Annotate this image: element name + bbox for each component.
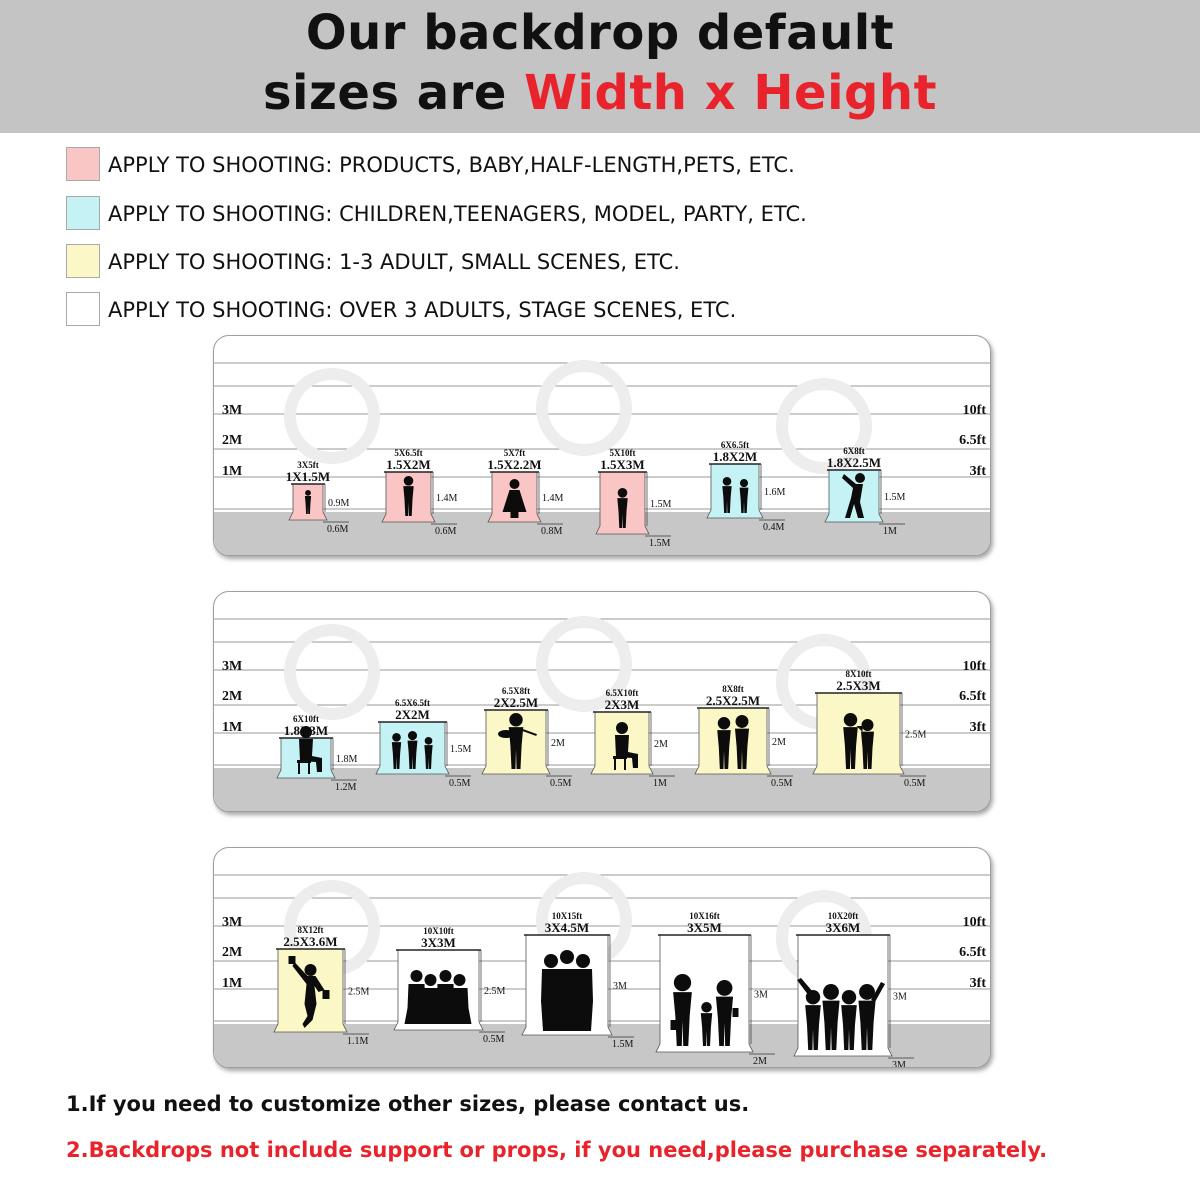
figure-kids-trio-head [408,731,417,740]
size-label-ft: 6.5X6.5ft [395,698,430,708]
height-label: 1.4M [436,493,458,504]
depth-label: 1M [883,526,897,537]
figure-adult-pair-head [736,715,749,728]
note-custom-sizes: 1.If you need to customize other sizes, please contact us. [66,1092,750,1116]
scale-label-left: 3M [222,403,243,418]
size-label-ft: 10X15ft [551,911,583,921]
depth-label: 1.1M [347,1036,369,1047]
scale-label-right: 3ft [969,976,986,991]
size-label-m: 1.8X2M [712,449,758,464]
figure-family-bag [671,1020,677,1030]
height-label: 0.9M [328,498,350,509]
legend-text: APPLY TO SHOOTING: OVER 3 ADULTS, STAGE SCENES, ETC. [108,298,737,322]
size-label-ft: 10X20ft [827,911,859,921]
header-title-line2 [0,64,1200,122]
depth-label: 0.8M [541,526,563,537]
figure-family-head [674,974,691,991]
header-banner [0,0,1200,133]
figure-adult-pair-head [718,717,730,729]
depth-label: 0.6M [327,524,349,535]
size-label-m: 1.8X3M [283,723,329,738]
size-label-m: 3X5M [687,920,722,935]
figure-violinist-head [509,713,522,726]
legend-text: APPLY TO SHOOTING: PRODUCTS, BABY,HALF-LENGTH,PETS, ETC. [108,153,795,177]
panel-2-scene [214,592,990,811]
size-label-ft: 8X8ft [722,684,744,694]
header-title-line1: Our backdrop default [305,5,895,61]
depth-label: 1.5M [612,1039,634,1050]
backdrop-sheet [695,708,771,774]
size-panel-1 [213,335,991,556]
height-label: 2.5M [348,986,370,998]
watermark-ring [290,630,374,714]
scale-label-left: 3M [222,915,243,930]
height-label: 1.5M [650,499,672,510]
height-label: 2.5M [905,729,927,741]
legend-swatch-pink [66,147,100,181]
depth-label: 0.5M [771,778,793,789]
figure-kids-trio-head [392,733,401,742]
scale-label-left: 1M [222,464,243,479]
height-label: 1.4M [542,493,564,504]
figure-jumper-bag [323,990,330,999]
size-label-ft: 3X5ft [297,460,319,470]
size-label-m: 1.5X2M [386,457,431,472]
depth-label: 0.5M [904,778,926,789]
figure-kids-pair-head [740,479,748,487]
figure-kids-trio-head [425,737,433,745]
figure-seated-head [616,722,628,734]
figure-baby-head [305,490,311,496]
figure-group-three-head [544,954,558,968]
height-label: 3M [893,991,907,1003]
scale-label-left: 1M [222,720,243,735]
watermark-ring [542,366,626,450]
depth-label: 2M [753,1056,767,1067]
height-label: 2.5M [484,986,506,997]
size-label-m: 2.5X3.6M [283,934,338,949]
depth-label: 0.4M [763,522,785,533]
height-label: 1.6M [764,487,786,498]
header-title-highlight: Width x Height [524,65,938,121]
size-label-ft: 10X16ft [689,911,720,921]
size-label-m: 2.5X2.5M [705,693,761,708]
size-label-ft: 6.5X8ft [501,686,531,696]
figure-group-seated-head [411,970,423,982]
scale-label-right: 10ft [962,915,986,930]
figure-violinist-violin [498,730,514,738]
depth-label: 0.6M [435,526,457,537]
scale-label-right: 10ft [962,659,986,674]
depth-label: 0.5M [483,1034,505,1045]
figure-girl-dress-legs [511,512,519,518]
size-label-m: 3X4.5M [544,920,590,935]
figure-seated-stool-leg [614,758,616,770]
size-label-ft: 8X12ft [297,925,324,935]
figure-group-seated-head [440,970,452,982]
scale-label-right: 6.5ft [959,689,986,704]
figure-group-three-body [573,969,593,1031]
size-label-ft: 5X10ft [609,448,636,458]
note-no-support: 2.Backdrops not include support or props, if you need,please purchase separately. [66,1138,1048,1162]
figure-dance-group-head [823,984,839,1000]
figure-jumper-bag [289,956,296,964]
scale-label-left: 2M [222,689,243,704]
size-label-m: 1.5X3M [600,457,645,472]
size-label-ft: 6X6.5ft [720,440,750,450]
depth-label: 3M [892,1060,906,1067]
size-label-m: 2X3M [604,697,640,712]
watermark-ring [290,374,374,458]
height-label: 1.5M [450,744,472,755]
figure-group-three-head [576,954,590,968]
scale-label-left: 2M [222,433,243,448]
figure-kids-pair-head [723,477,732,486]
panel-3-scene [214,848,990,1067]
size-label-ft: 6X10ft [293,714,319,724]
figure-family-head [717,980,733,996]
size-label-m: 2.5X3M [836,678,881,693]
figure-seated-stool-leg [308,762,310,774]
depth-label: 1.5M [649,538,671,549]
header-title-prefix: sizes are [262,65,525,121]
height-label: 3M [754,989,768,1001]
figure-family-head [701,1002,712,1013]
size-label-m: 2X2.5M [493,695,539,710]
figure-child-head [404,476,414,486]
depth-label: 1.2M [335,782,357,793]
size-label-m: 2X2M [395,707,430,722]
figure-couple-kiss-head [844,713,857,726]
scale-label-left: 1M [222,976,243,991]
figure-seated-stool-leg [624,758,626,770]
figure-child-head [618,488,628,498]
size-label-ft: 6.5X10ft [605,688,639,698]
figure-group-three-head [560,950,574,964]
panel-1-scene [214,336,990,555]
scale-label-left: 2M [222,945,243,960]
height-label: 3M [613,981,627,992]
scale-label-right: 6.5ft [959,945,986,960]
backdrop-sheet [813,693,904,774]
figure-group-seated-head [454,974,466,986]
height-label: 1.8M [336,754,358,765]
legend-text: APPLY TO SHOOTING: CHILDREN,TEENAGERS, MODEL, PARTY, ETC. [108,202,807,226]
size-label-m: 3X3M [421,935,456,950]
size-panel-2 [213,591,991,812]
size-panel-3 [213,847,991,1068]
figure-family-bag [733,1008,739,1017]
figure-group-seated-head [425,974,437,986]
size-label-ft: 6X8ft [843,446,865,456]
size-label-ft: 5X6.5ft [394,448,423,458]
size-label-ft: 10X10ft [423,926,454,936]
figure-jumper-head [305,964,317,976]
size-label-ft: 5X7ft [503,448,526,458]
depth-label: 0.5M [550,778,572,789]
scale-label-right: 10ft [962,403,986,418]
legend-swatch-white [66,292,100,326]
size-label-ft: 8X10ft [845,669,872,679]
figure-couple-kiss-head [862,719,874,731]
legend-swatch-yellow [66,244,100,278]
scale-label-right: 6.5ft [959,433,986,448]
figure-girl-dress-head [510,479,520,489]
figure-seated-stool-leg [298,762,300,774]
backdrop-sheet [707,464,763,518]
height-label: 1.5M [884,492,906,503]
legend-swatch-cyan [66,196,100,230]
size-label-m: 3X6M [825,920,861,935]
height-label: 2M [551,738,565,749]
figure-dancer-head [855,473,865,483]
figure-dance-group-head [842,990,856,1004]
size-label-m: 1X1.5M [285,469,331,484]
depth-label: 0.5M [449,778,471,789]
size-label-m: 1.5X2.2M [487,457,542,472]
depth-label: 1M [653,778,667,789]
scale-label-right: 3ft [969,720,986,735]
height-label: 2M [654,739,668,750]
scale-label-left: 3M [222,659,243,674]
legend-text: APPLY TO SHOOTING: 1-3 ADULT, SMALL SCENES, ETC. [108,250,680,274]
scale-label-right: 3ft [969,464,986,479]
size-label-m: 1.8X2.5M [826,455,882,470]
height-label: 2M [772,737,786,748]
